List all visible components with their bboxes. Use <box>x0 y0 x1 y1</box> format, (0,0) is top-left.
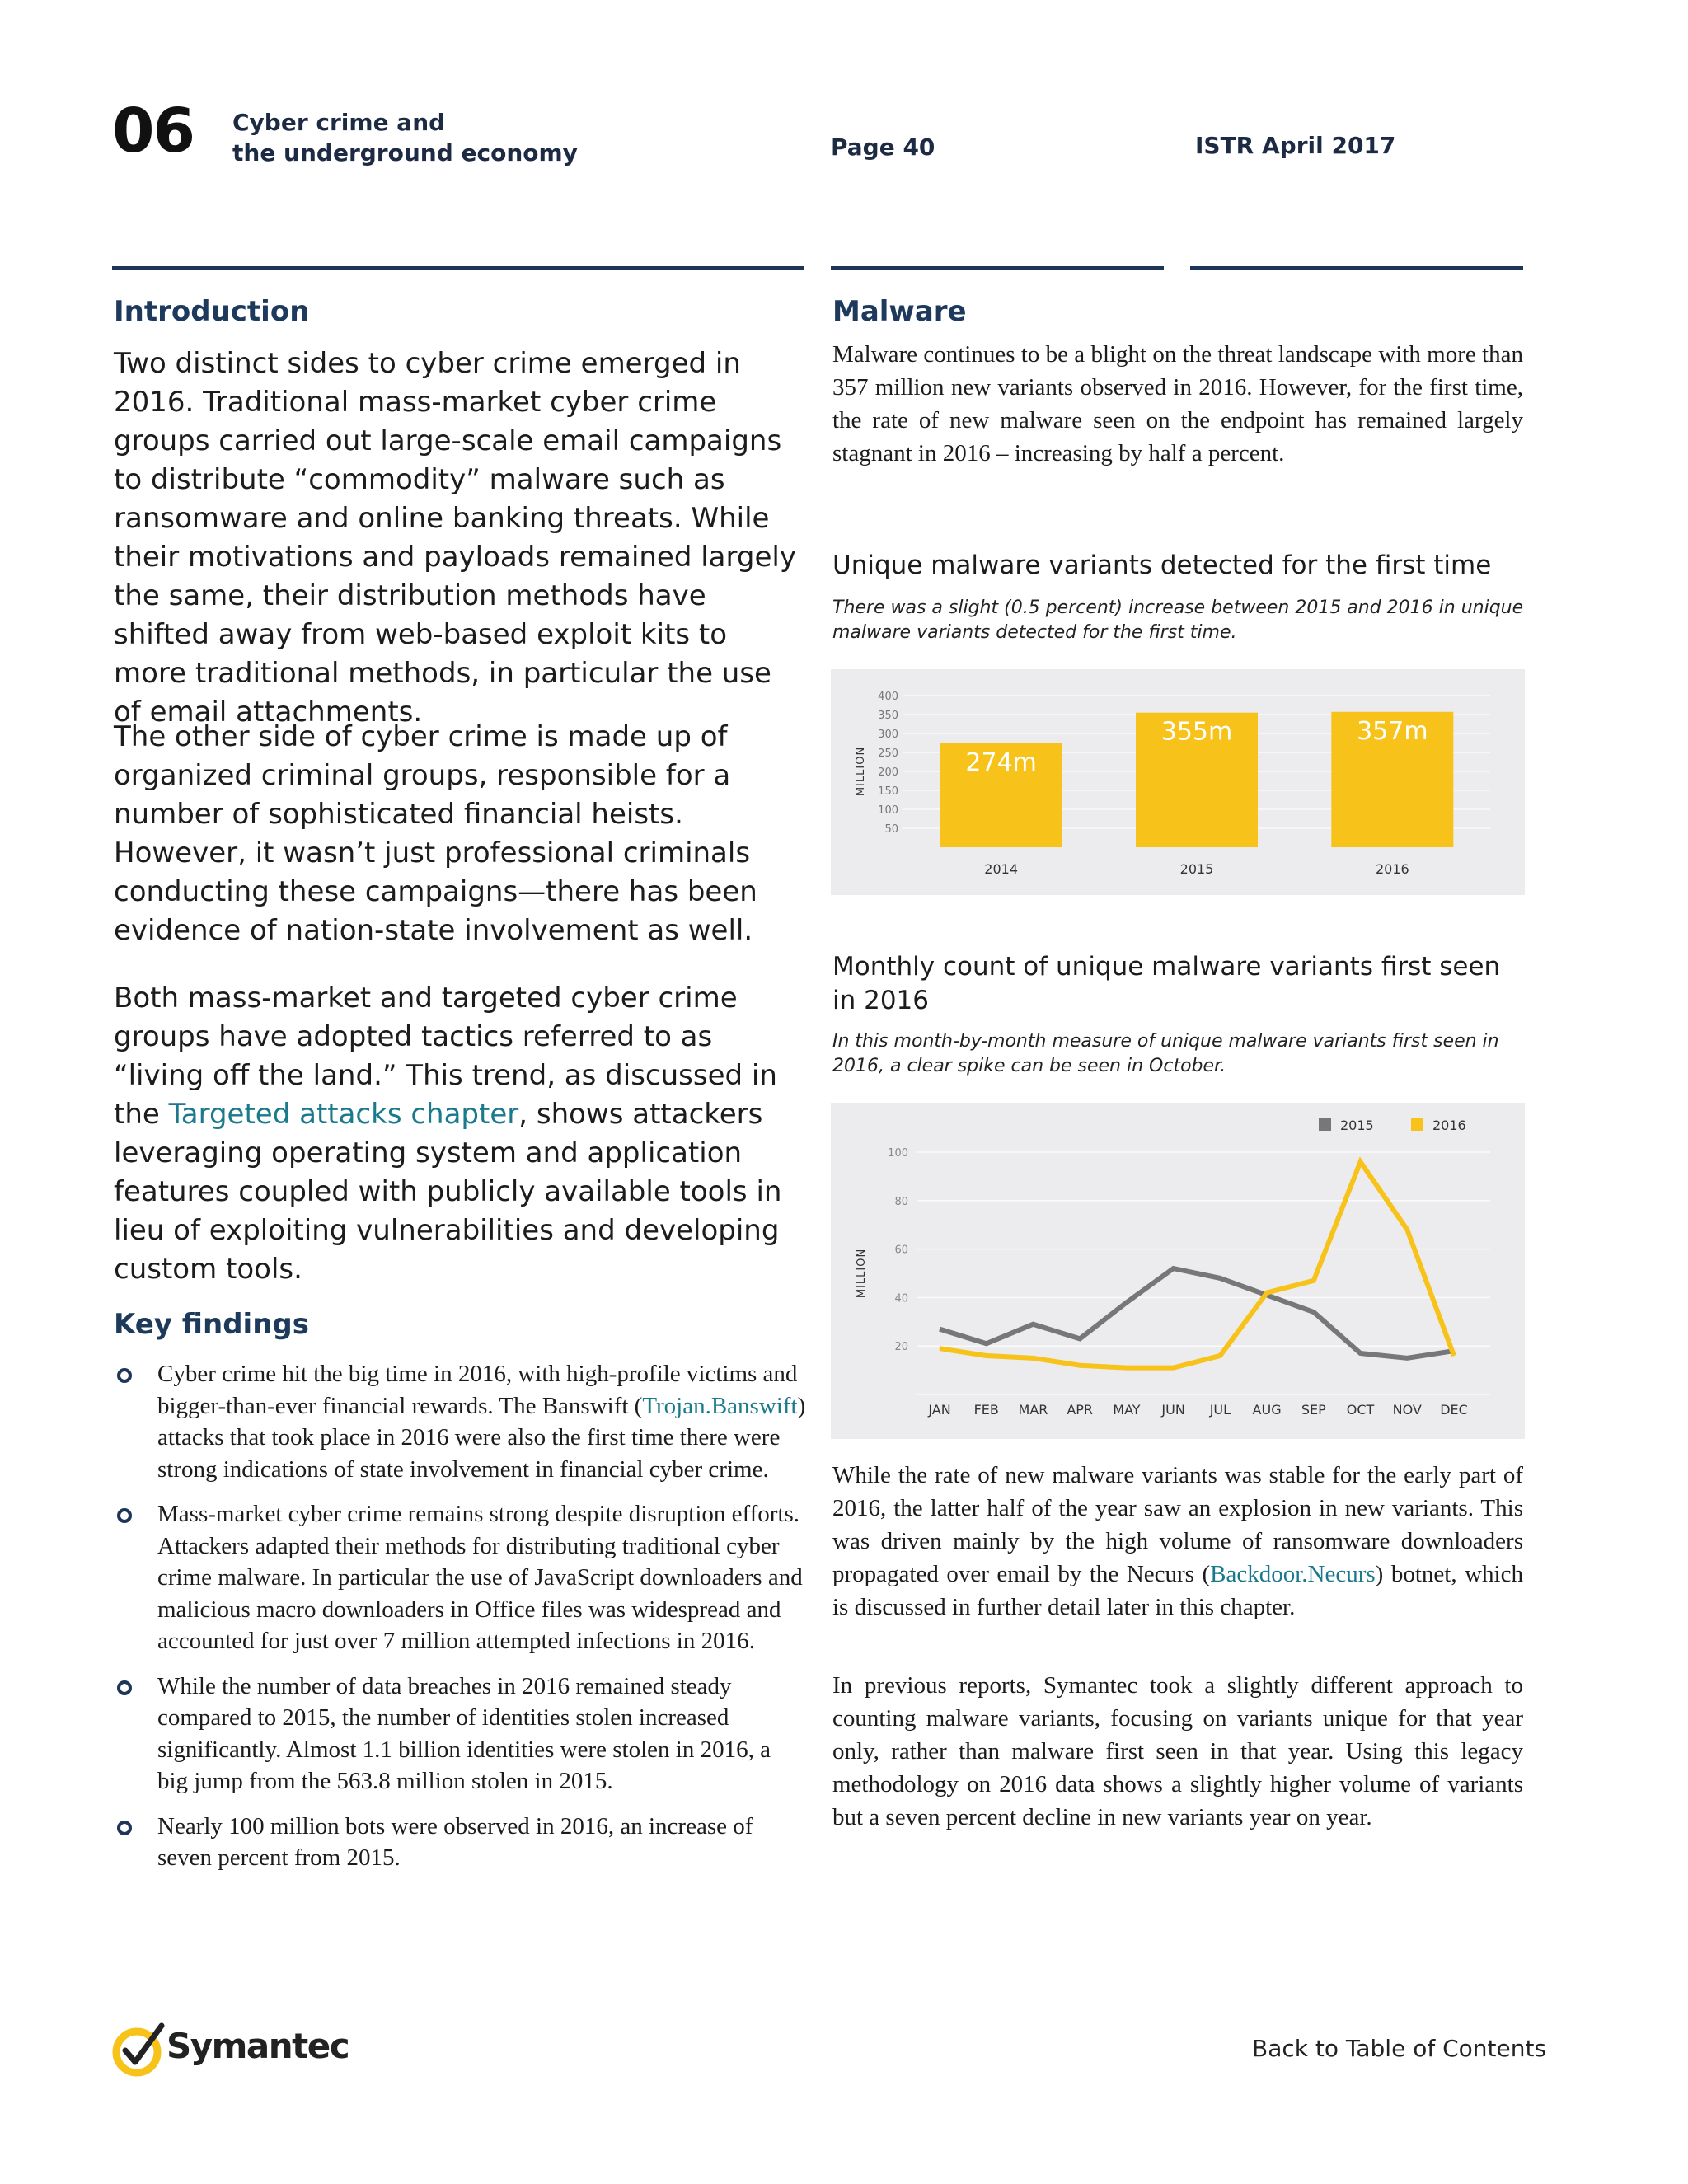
bar-x-tick-label: 2014 <box>984 861 1019 877</box>
line-y-tick-label: 20 <box>894 1341 908 1354</box>
line-chart <box>831 1103 1525 1439</box>
series-point-2016 <box>1220 1355 1221 1356</box>
section-rule-mid <box>831 266 1164 270</box>
section-rule-right <box>1190 266 1523 270</box>
intro-paragraph-1: Two distinct sides to cyber crime emerged in 2016. Traditional mass-market cyber crime groups carried out large-scale email campaigns to distribute “commodity” malware such as ransomware and online banking threats. While their motivations and payloads remained largely the same, their distribution methods have shifted away from web-based exploit kits to more traditional methods, in particular the use of email attachments. <box>114 347 796 729</box>
series-point-2016 <box>1267 1292 1268 1293</box>
report-label: ISTR April 2017 <box>1195 132 1396 159</box>
malware-heading: Malware <box>832 295 967 328</box>
line-x-tick-label: APR <box>1067 1402 1094 1418</box>
bar-value-label: 274m <box>965 748 1037 777</box>
line-x-tick-label: OCT <box>1346 1402 1375 1418</box>
trojan-banswift-link[interactable]: Trojan.Banswift <box>642 1392 798 1419</box>
line-x-tick-label: NOV <box>1392 1402 1422 1418</box>
figure-1-caption: There was a slight (0.5 percent) increase between 2015 and 2016 in unique malware variants detected for the first time. <box>832 598 1524 643</box>
series-point-2016 <box>1173 1367 1174 1368</box>
series-point-2015 <box>1360 1353 1361 1354</box>
finding-1-text-start: Cyber crime hit the big time in 2016, with high-profile victims and bigger-than-ever financial rewards. The Banswift ( <box>157 1361 798 1419</box>
series-point-2015 <box>1220 1277 1221 1278</box>
bar-x-tick-label: 2015 <box>1179 861 1214 877</box>
series-line-2016 <box>940 1162 1454 1368</box>
line-y-tick-label: 40 <box>894 1292 908 1305</box>
line-x-tick-label: JUN <box>1161 1402 1185 1418</box>
malware-paragraph-2 <box>832 1459 1523 1624</box>
series-point-2015 <box>1407 1357 1408 1358</box>
finding-3-text: While the number of data breaches in 2016 remained steady compared to 2015, the number of identities stolen increased significantly. Almost 1.1 billion identities were stolen in 2016, a big jump from the 563.8 million stolen in 2015. <box>157 1672 771 1794</box>
line-x-tick-label: SEP <box>1301 1402 1326 1418</box>
line-y-tick-label: 60 <box>894 1244 908 1257</box>
page-number: Page 40 <box>831 134 935 161</box>
chapter-title-line1: Cyber crime and <box>232 109 446 136</box>
bar-y-tick-label: 200 <box>878 766 898 779</box>
key-findings-heading: Key findings <box>114 1308 309 1341</box>
malware-paragraph-1: Malware continues to be a blight on the threat landscape with more than 357 million new variants observed in 2016. However, for the first time, the rate of new malware seen on the endpoint has remained largely stagnant in 2016 – increasing by half a percent. <box>832 341 1523 466</box>
finding-1-text-end: ) attacks that took place in 2016 were also the first time there were strong indications of state involvement in financial cyber crime. <box>157 1392 806 1483</box>
bar-value-label: 355m <box>1160 717 1233 747</box>
line-y-tick-label: 100 <box>888 1147 908 1160</box>
chapter-title-line2: the underground economy <box>232 139 578 166</box>
malware-p2-text-end: ) botnet, which is discussed in further detail later in this chapter. <box>832 1561 1523 1620</box>
chapter-title <box>232 107 578 168</box>
intro-paragraph-2: The other side of cyber crime is made up of organized criminal groups, responsible for a number of sophisticated financial heists. However, it wasn’t just professional criminals conducting these campaigns—there has been evidence of nation-state involvement as well. <box>114 720 757 947</box>
back-to-toc-link[interactable]: Back to Table of Contents <box>1252 2035 1547 2062</box>
finding-item <box>114 1358 806 1485</box>
finding-4-text: Nearly 100 million bots were observed in 2016, an increase of seven percent from 2015. <box>157 1812 753 1871</box>
finding-2-text: Mass-market cyber crime remains strong despite disruption efforts. Attackers adapted their methods for distributing traditional cyber crime malware. In particular the use of JavaScript downloaders and malicious macro downloaders in Office files was widespread and accounted for just over 7 million attempted infections in 2016. <box>157 1501 803 1654</box>
bar-chart <box>831 669 1525 895</box>
finding-item <box>114 1811 806 1874</box>
line-x-tick-label: MAR <box>1018 1402 1048 1418</box>
bar-y-tick-label: 250 <box>878 748 898 760</box>
series-point-2016 <box>1360 1161 1361 1162</box>
series-point-2016 <box>1454 1355 1455 1356</box>
series-point-2016 <box>1033 1357 1034 1358</box>
symantec-checkmark-icon <box>110 2021 168 2079</box>
line-x-tick-label: DEC <box>1440 1402 1468 1418</box>
legend-label: 2016 <box>1432 1118 1466 1133</box>
line-x-tick-label: JUL <box>1209 1402 1231 1418</box>
legend-swatch-2016 <box>1411 1118 1423 1131</box>
bullet-circle-icon <box>117 1821 132 1835</box>
intro-p3-text-end: , shows attackers leveraging operating system and application features coupled with publicly available tools in lieu of exploiting vulnerabilities and developing custom tools. <box>114 1098 782 1286</box>
finding-item <box>114 1671 806 1797</box>
bar-y-tick-label: 150 <box>878 785 898 798</box>
line-x-tick-label: FEB <box>973 1402 999 1418</box>
line-x-tick-label: MAY <box>1113 1402 1141 1418</box>
legend-label: 2015 <box>1340 1118 1374 1133</box>
bullet-circle-icon <box>117 1680 132 1695</box>
bullet-circle-icon <box>117 1368 132 1383</box>
bullet-circle-icon <box>117 1508 132 1523</box>
series-point-2016 <box>986 1355 987 1356</box>
bar-y-tick-label: 350 <box>878 710 898 722</box>
series-point-2015 <box>1080 1338 1081 1339</box>
figure-1-title: Unique malware variants detected for the first time <box>832 551 1492 580</box>
bar-x-tick-label: 2016 <box>1375 861 1409 877</box>
figure-2-caption: In this month-by-month measure of unique malware variants first seen in 2016, a clear spike can be seen in October. <box>832 1031 1499 1076</box>
finding-item <box>114 1498 806 1657</box>
series-point-2015 <box>1173 1268 1174 1269</box>
figure-2-title: Monthly count of unique malware variants first seen in 2016 <box>832 952 1501 1015</box>
line-x-tick-label: AUG <box>1252 1402 1282 1418</box>
symantec-logo[interactable]: Symantec <box>166 2026 349 2066</box>
bar-y-tick-label: 400 <box>878 691 898 703</box>
targeted-attacks-link[interactable]: Targeted attacks chapter <box>168 1098 519 1131</box>
line-x-tick-label: JAN <box>928 1402 951 1418</box>
series-point-2015 <box>986 1343 987 1344</box>
intro-p3-text-start: Both mass-market and targeted cyber crime groups have adopted tactics referred to as “living off the land.” This trend, as discussed in the <box>114 982 777 1131</box>
series-line-2015 <box>940 1268 1454 1358</box>
chapter-number: 06 <box>112 96 194 166</box>
bar-y-tick-label: 300 <box>878 729 898 741</box>
intro-heading: Introduction <box>114 295 310 328</box>
bar-value-label: 357m <box>1357 716 1428 746</box>
key-findings-list <box>114 1358 806 1887</box>
backdoor-necurs-link[interactable]: Backdoor.Necurs <box>1210 1561 1376 1587</box>
intro-paragraph-3 <box>114 979 798 1289</box>
series-point-2016 <box>1126 1367 1127 1368</box>
line-y-axis-label: MILLION <box>856 1248 868 1299</box>
bar-y-axis-label: MILLION <box>855 746 867 797</box>
series-point-2015 <box>1313 1312 1314 1313</box>
malware-p2-text-start: While the rate of new malware variants was stable for the early part of 2016, the latter half of the year saw an explosion in new variants. This was driven mainly by the high volume of ransomware downloaders propagated over email by the Necurs ( <box>832 1462 1523 1587</box>
line-y-tick-label: 80 <box>894 1195 908 1208</box>
series-point-2016 <box>1313 1280 1314 1281</box>
bar-y-tick-label: 100 <box>878 804 898 817</box>
series-point-2016 <box>1080 1365 1081 1366</box>
series-point-2015 <box>1126 1302 1127 1303</box>
bar-y-tick-label: 50 <box>884 823 898 836</box>
malware-paragraph-3: In previous reports, Symantec took a slightly different approach to counting malware variants, focusing on variants unique for that year only, rather than malware first seen in that year. Using this legacy methodology on 2016 data shows a slightly higher volume of variants but a seven percent decline in new variants year on year. <box>832 1672 1523 1830</box>
section-rule-left <box>112 266 804 270</box>
legend-swatch-2015 <box>1319 1118 1331 1131</box>
